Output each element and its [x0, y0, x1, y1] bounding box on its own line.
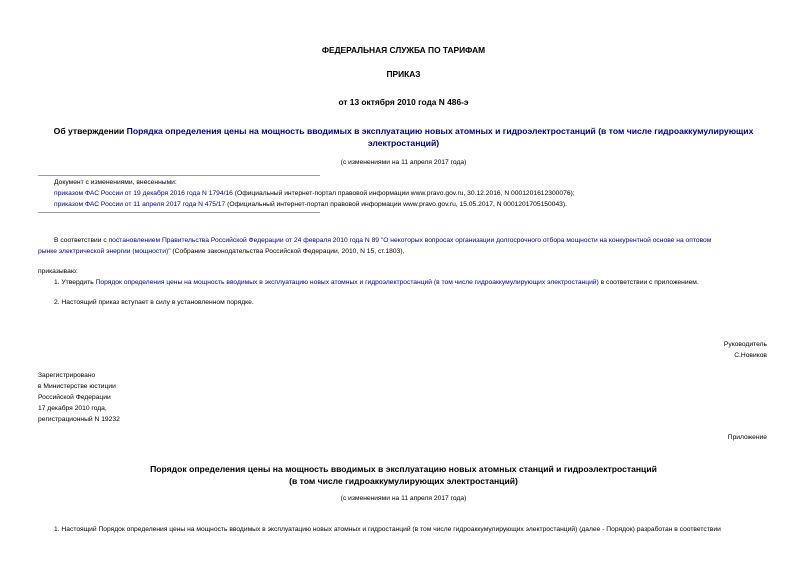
- preamble-tail: (Собрание законодательства Российской Федерации, 2010, N 15, ст.1803),: [170, 248, 405, 255]
- changes-item-text: (Официальный интернет-портал правовой информации www.pravo.gov.ru, 30.12.2016, N 0001201612300076);: [232, 190, 575, 197]
- agency-heading: ФЕДЕРАЛЬНАЯ СЛУЖБА ПО ТАРИФАМ: [321, 45, 486, 55]
- doc-title-link[interactable]: Порядка определения цены на мощность вводимых в эксплуатацию новых атомных и гидроэлектростанций (в том числе гидроаккумулирующих: [126, 126, 754, 136]
- changes-item: [54, 199, 794, 210]
- appendix-title: [0, 463, 807, 487]
- changes-item: [54, 188, 794, 199]
- doc-title-prefix: Об утверждении: [53, 126, 127, 136]
- appendix-title-line2: (в том числе гидроаккумулирующих электростанций): [289, 476, 518, 486]
- changes-top-divider: [38, 175, 320, 176]
- changes-item-link[interactable]: приказом ФАС России от 11 апреля 2017 года N 475/17: [54, 201, 226, 208]
- registration-line: Российской Федерации: [38, 394, 111, 401]
- registration-line: Зарегистрировано: [38, 372, 96, 379]
- order-word: приказываю:: [38, 268, 78, 275]
- doc-title: [0, 125, 807, 149]
- signature-name: С.Новиков: [734, 352, 767, 359]
- changes-heading: Документ с изменениями, внесенными:: [54, 179, 177, 186]
- registration-block: [38, 370, 120, 425]
- doc-date-number: от 13 октября 2010 года N 486-э: [338, 97, 469, 107]
- signature-title: Руководитель: [723, 341, 767, 348]
- changes-item-link[interactable]: приказом ФАС России от 19 декабря 2016 года N 1794/16: [54, 190, 233, 197]
- order-item-1: [54, 277, 794, 288]
- preamble-link-cont[interactable]: рынке электрической энергии (мощности)": [38, 248, 171, 255]
- preamble-intro: В соответствии с: [54, 237, 109, 244]
- appendix-label: Приложение: [727, 434, 767, 441]
- registration-line: регистрационный N 19232: [38, 416, 120, 423]
- signature-block: [724, 339, 767, 361]
- order-item-2: 2. Настоящий приказ вступает в силу в установленном порядке.: [54, 299, 254, 306]
- registration-line: 17 декабря 2010 года,: [38, 405, 107, 412]
- order-item-1-prefix: 1. Утвердить: [54, 279, 96, 286]
- order-item-1-link[interactable]: Порядок определения цены на мощность вводимых в эксплуатацию новых атомных и гидроэлектростанций (в том числе гидроаккумулирующих электростанций): [95, 279, 599, 286]
- preamble-link[interactable]: постановлением Правительства Российской Федерации от 24 февраля 2010 года N 89 "О некоторых вопросах организации долгосрочного отбора мощности на конкурентной основе на оптовом: [108, 237, 712, 244]
- preamble-paragraph: [38, 235, 778, 257]
- changes-item-text: (Официальный интернет-портал правовой информации www.pravo.gov.ru, 15.05.2017, N 0001201705150043).: [225, 201, 567, 208]
- changes-bottom-divider: [38, 212, 320, 213]
- doc-type-heading: ПРИКАЗ: [386, 69, 421, 79]
- appendix-changes: (с изменениями на 11 апреля 2017 года): [340, 495, 467, 502]
- doc-title-changes: (с изменениями на 11 апреля 2017 года): [340, 159, 467, 166]
- appendix-title-line1: Порядок определения цены на мощность вводимых в эксплуатацию новых атомных станций и гидроэлектростанций: [150, 464, 657, 474]
- doc-title-link-cont[interactable]: электростанций): [367, 138, 440, 148]
- registration-line: в Министерстве юстиции: [38, 383, 116, 390]
- appendix-paragraph-1: 1. Настоящий Порядок определения цены на мощность вводимых в эксплуатацию новых атомных и гидростанций (в том числе гидроаккумулирующих электростанций) (далее - Порядок) разработан в соответствии: [54, 526, 721, 533]
- changes-box: [54, 177, 794, 210]
- order-item-1-tail: в соответствии с приложением.: [598, 279, 699, 286]
